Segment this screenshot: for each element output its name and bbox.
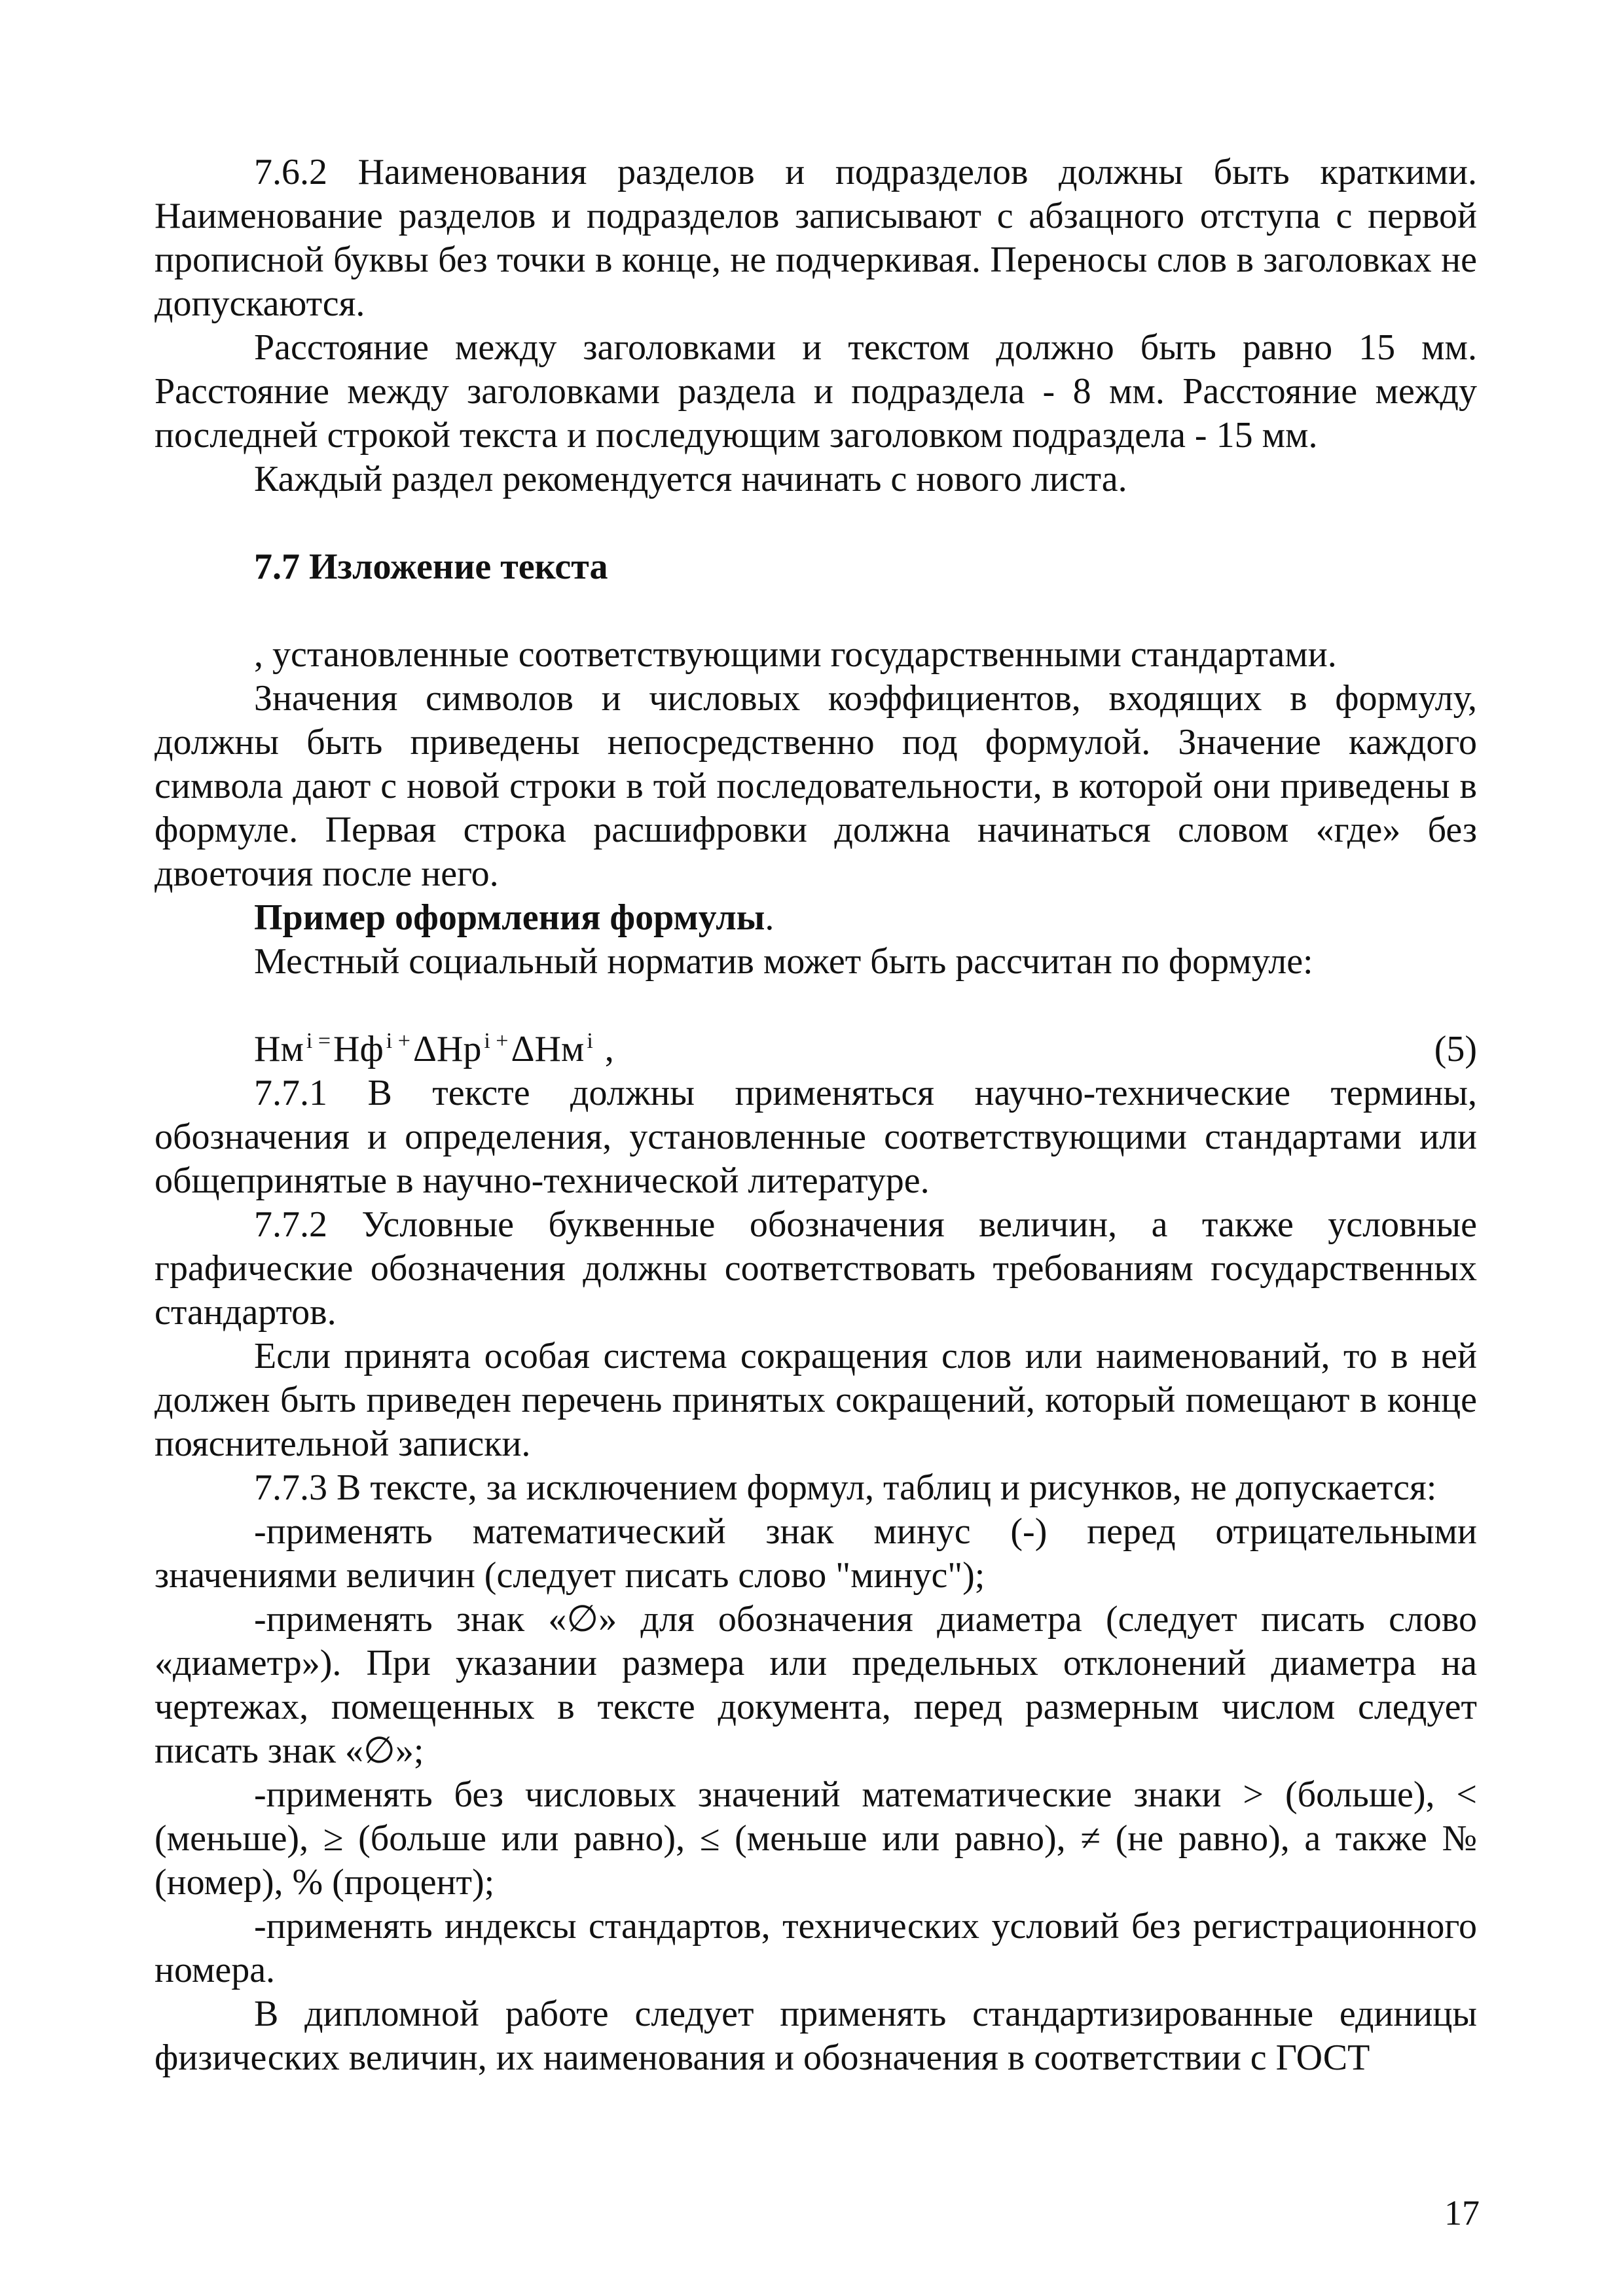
paragraph-new-sheet: Каждый раздел рекомендуется начинать с нового листа. bbox=[254, 459, 1127, 499]
example-heading-dot: . bbox=[765, 897, 775, 938]
example-heading-line bbox=[155, 896, 1477, 940]
page-number: 17 bbox=[1444, 2193, 1480, 2233]
paragraph-standards-fragment: , установленные соответствующими государственными стандартами. bbox=[254, 634, 1337, 675]
example-intro: Местный социальный норматив может быть рассчитан по формуле: bbox=[254, 941, 1313, 982]
formula bbox=[155, 1028, 1477, 1071]
section-heading-block bbox=[155, 545, 1477, 589]
section-heading: 7.7 Изложение текста bbox=[254, 547, 608, 587]
list-item-diameter-sign: -применять знак «∅» для обозначения диаметра (следует писать слово «диаметр»). При указании размера или предельных отклонений диаметра на чертежах, помещенных в тексте документа, перед размерным числом следует писать знак «∅»; bbox=[155, 1599, 1477, 1771]
formula-term-nf: Нф bbox=[333, 1029, 384, 1069]
formula-sup-3: i + bbox=[484, 1029, 509, 1053]
formula-sup-2: i + bbox=[386, 1029, 410, 1053]
paragraph-7-7-1: 7.7.1 В тексте должны применяться научно-технические термины, обозначения и определения, установленные соответствующими стандартами или общепринятые в научно-технической литературе. bbox=[155, 1073, 1477, 1201]
list-item-standard-indexes: -применять индексы стандартов, технических условий без регистрационного номера. bbox=[155, 1906, 1477, 1990]
paragraph-7-6-2: 7.6.2 Наименования разделов и подразделов должны быть краткими. Наименование разделов и подразделов записывают с абзацного отступа с первой прописной буквы без точки в конце, не подчеркивая. Переносы слов в заголовках не допускаются. bbox=[155, 152, 1477, 324]
document-page bbox=[155, 151, 1477, 2080]
paragraph-7-7-2: 7.7.2 Условные буквенные обозначения величин, а также условные графические обозначения должны соответствовать требованиям государственных стандартов. bbox=[155, 1204, 1477, 1333]
paragraph-7-7-3: 7.7.3 В тексте, за исключением формул, таблиц и рисунков, не допускается: bbox=[254, 1467, 1437, 1508]
list-item-math-signs: -применять без числовых значений математические знаки > (больше), < (меньше), ≥ (больше или равно), ≤ (меньше или равно), ≠ (не равно), а также № (номер), % (процент); bbox=[155, 1774, 1477, 1903]
paragraph-abbreviations: Если принята особая система сокращения слов или наименований, то в ней должен быть приведен перечень принятых сокращений, который помещают в конце пояснительной записки. bbox=[155, 1336, 1477, 1464]
formula-term-dnm: ΔНм bbox=[511, 1029, 585, 1069]
formula-comma: , bbox=[604, 1029, 614, 1069]
paragraph-symbols-meaning: Значения символов и числовых коэффициентов, входящих в формулу, должны быть приведены непосредственно под формулой. Значение каждого символа дают с новой строки в той последовательности, в которой они приведены в формуле. Первая строка расшифровки должна начинаться словом «где» без двоеточия после него. bbox=[155, 678, 1477, 894]
example-heading: Пример оформления формулы bbox=[254, 897, 765, 938]
paragraph-units: В дипломной работе следует применять стандартизированные единицы физических величин, их наименования и обозначения в соответствии с ГОСТ bbox=[155, 1994, 1477, 2078]
formula-term-dnr: ΔНр bbox=[412, 1029, 482, 1069]
list-item-minus-sign: -применять математический знак минус (-) перед отрицательными значениями величин (следует писать слово "минус"); bbox=[155, 1511, 1477, 1596]
formula-sup-4: i bbox=[587, 1029, 593, 1053]
formula-number: (5) bbox=[1434, 1029, 1477, 1069]
formula-term-nm: Нм bbox=[254, 1029, 304, 1069]
formula-sup-1: i = bbox=[306, 1029, 331, 1053]
paragraph-heading-spacing: Расстояние между заголовками и текстом должно быть равно 15 мм. Расстояние между заголовками раздела и подраздела - 8 мм. Расстояние между последней строкой текста и последующим заголовком подраздела - 15 мм. bbox=[155, 327, 1477, 456]
